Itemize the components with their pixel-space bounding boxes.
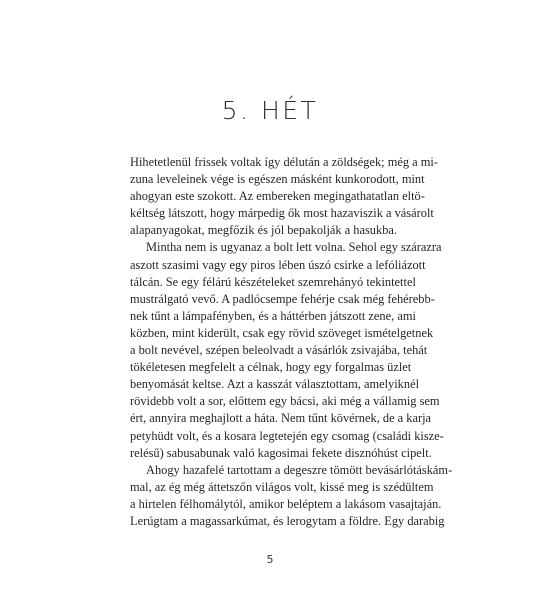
text-line: aszott szasimi vagy egy piros lében úszó csirke a lefóliázott bbox=[130, 257, 426, 272]
text-line: tálcán. Se egy félárú készételeket szemrehányó tekintettel bbox=[130, 274, 416, 289]
text-line: Mintha nem is ugyanaz a bolt lett volna. Sehol egy szárazra bbox=[146, 240, 442, 255]
text-line: ért, annyira meghajlott a háta. Nem tűnt kövérnek, de a karja bbox=[130, 411, 432, 426]
text-line: alapanyagokat, megfőzik és jól bepakolják a hasukba. bbox=[130, 223, 397, 238]
text-line: zuna leveleinek vége is egészen másként kunkorodott, mint bbox=[130, 172, 425, 187]
page-number: 5 bbox=[266, 553, 274, 566]
text-line: Ahogy hazafelé tartottam a degeszre tömött bevásárlótáskám- bbox=[146, 462, 453, 477]
chapter-title: 5. HÉT bbox=[221, 96, 319, 125]
text-line: petyhüdt volt, és a kosara legtetején egy csomag (családi kisze- bbox=[130, 428, 444, 443]
text-line: relésű) sabusabunak való kagosimai fekete disznóhúst cipelt. bbox=[130, 445, 432, 460]
text-line: mustrálgató vevő. A padlócsempe fehérje csak még fehérebb- bbox=[130, 291, 435, 306]
text-line: Lerúgtam a magassarkúmat, és lerogytam a földre. Egy darabig bbox=[130, 513, 445, 528]
text-line: közben, mint kiderült, csak egy rövid szöveget ismételgetnek bbox=[130, 325, 434, 340]
text-line: a bolt nevével, szépen beleolvadt a vásárlók zsivajába, tehát bbox=[130, 343, 428, 358]
text-line: ahogyan este szokott. Az embereken megingathatatlan eltö- bbox=[130, 189, 425, 204]
text-line: a hirtelen félhomálytól, amikor beléptem a lakásom vasajtaján. bbox=[130, 496, 442, 511]
text-line: nek tűnt a lámpafényben, és a háttérben játszott zene, ami bbox=[130, 308, 416, 323]
text-line: kéltség látszott, hogy márpedig ők most hazaviszik a vásárolt bbox=[130, 206, 434, 221]
text-line: benyomását keltse. Azt a kasszát választottam, amelyiknél bbox=[130, 377, 420, 392]
text-line: Hihetetlenül frissek voltak így délután a zöldségek; még a mi- bbox=[130, 155, 438, 169]
text-line: rövidebb volt a sor, előttem egy bácsi, aki még a vállamig sem bbox=[130, 394, 440, 409]
text-line: mal, az ég még áttetszőn világos volt, kissé meg is szédültem bbox=[130, 479, 434, 494]
body-text bbox=[130, 154, 453, 530]
text-line: tökéletesen megfelelt a célnak, hogy egy forgalmas üzlet bbox=[130, 360, 412, 375]
